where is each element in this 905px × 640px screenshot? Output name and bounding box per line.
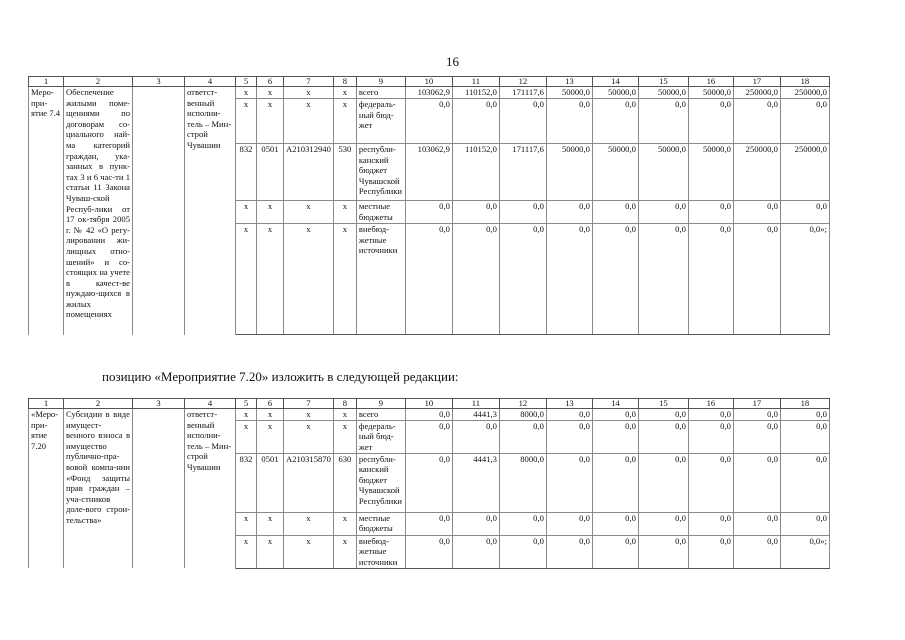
amount-cell: 171117,6 <box>499 144 546 201</box>
amount-cell: 110152,0 <box>452 144 499 201</box>
amount-cell: 0,0 <box>733 99 780 144</box>
code-cell: x <box>284 224 334 335</box>
amount-cell: 0,0 <box>688 453 733 512</box>
code-cell: x <box>333 224 356 335</box>
empty-cell <box>133 409 185 569</box>
code-cell: x <box>284 512 334 535</box>
empty-cell <box>133 87 185 335</box>
code-cell: x <box>333 512 356 535</box>
edit-instruction: позицию «Мероприятие 7.20» изложить в следующей редакции: <box>102 369 459 384</box>
code-cell: x <box>333 87 356 99</box>
header-cell: 18 <box>780 399 829 409</box>
header-cell: 9 <box>356 399 405 409</box>
amount-cell: 4441,3 <box>452 409 499 421</box>
code-cell: 530 <box>333 144 356 201</box>
amount-cell: 0,0 <box>592 201 638 224</box>
code-cell: x <box>257 224 284 335</box>
amount-cell: 0,0 <box>592 420 638 453</box>
header-cell: 4 <box>185 77 236 87</box>
amount-cell: 4441,3 <box>452 453 499 512</box>
amount-cell: 250000,0 <box>780 87 829 99</box>
code-cell: x <box>333 535 356 568</box>
amount-cell: 0,0 <box>733 535 780 568</box>
amount-cell: 0,0 <box>688 420 733 453</box>
code-cell: 0501 <box>257 453 284 512</box>
code-cell: x <box>236 409 257 421</box>
funding-source-cell: федераль-ный бюд-жет <box>356 420 405 453</box>
header-cell: 12 <box>499 77 546 87</box>
amount-cell: 50000,0 <box>546 87 592 99</box>
funding-source-cell: внебюд-жетные источники <box>356 535 405 568</box>
event-name-cell: Обеспечение жилыми поме-щениями по договорам со-циального най-ма категорий граждан, ука-занных в пунк-тах 3 и 6 час-ти 1 статьи 11 Закона Чуваш-ской Респуб-лики от 17 ок-тября 2005 г. № 42 «О регу-лировании жи-лищных отно-шений» и со-стоящих на учете в качест-ве нуждаю-щихся в жилых помещениях <box>64 87 133 335</box>
code-cell: x <box>284 87 334 99</box>
amount-cell: 0,0 <box>405 201 452 224</box>
amount-cell: 0,0 <box>733 224 780 335</box>
code-cell: x <box>333 409 356 421</box>
event-number-cell: «Меро-при-ятие 7.20 <box>29 409 64 569</box>
amount-cell: 0,0 <box>546 535 592 568</box>
code-cell: x <box>257 409 284 421</box>
amount-cell: 110152,0 <box>452 87 499 99</box>
responsible-cell: ответст-венный исполни-тель – Мин-строй Чувашии <box>185 87 236 335</box>
page-number: 16 <box>446 54 459 69</box>
amount-cell: 0,0 <box>733 201 780 224</box>
code-cell: x <box>333 201 356 224</box>
amount-cell: 0,0 <box>688 409 733 421</box>
amount-cell: 0,0 <box>592 535 638 568</box>
header-cell: 16 <box>688 77 733 87</box>
amount-cell: 50000,0 <box>546 144 592 201</box>
header-cell: 6 <box>257 399 284 409</box>
header-cell: 2 <box>64 399 133 409</box>
header-cell: 8 <box>333 399 356 409</box>
amount-cell: 0,0 <box>733 512 780 535</box>
code-cell: x <box>236 99 257 144</box>
amount-cell: 0,0 <box>546 420 592 453</box>
amount-cell: 0,0 <box>405 224 452 335</box>
header-cell: 17 <box>733 77 780 87</box>
header-cell: 11 <box>452 399 499 409</box>
code-cell: x <box>284 99 334 144</box>
amount-cell: 0,0 <box>592 409 638 421</box>
header-cell: 2 <box>64 77 133 87</box>
amount-cell: 8000,0 <box>499 453 546 512</box>
header-cell: 17 <box>733 399 780 409</box>
amount-cell: 50000,0 <box>688 144 733 201</box>
header-cell: 5 <box>236 77 257 87</box>
amount-cell: 250000,0 <box>733 144 780 201</box>
code-cell: x <box>333 99 356 144</box>
code-cell: x <box>284 201 334 224</box>
header-cell: 18 <box>780 77 829 87</box>
amount-cell: 0,0 <box>688 201 733 224</box>
code-cell: x <box>284 535 334 568</box>
amount-cell: 0,0 <box>546 453 592 512</box>
amount-cell: 0,0 <box>780 512 829 535</box>
amount-cell: 0,0 <box>452 512 499 535</box>
amount-cell: 250000,0 <box>733 87 780 99</box>
header-cell: 13 <box>546 77 592 87</box>
amount-cell: 0,0 <box>638 224 688 335</box>
funding-source-cell: федераль-ный бюд-жет <box>356 99 405 144</box>
amount-cell: 0,0 <box>592 453 638 512</box>
amount-cell: 103062,9 <box>405 87 452 99</box>
amount-cell: 0,0»; <box>780 535 829 568</box>
amount-cell: 0,0 <box>499 99 546 144</box>
code-cell: x <box>236 87 257 99</box>
amount-cell: 0,0 <box>499 420 546 453</box>
amount-cell: 0,0 <box>688 512 733 535</box>
header-cell: 8 <box>333 77 356 87</box>
amount-cell: 171117,6 <box>499 87 546 99</box>
amount-cell: 0,0 <box>733 420 780 453</box>
funding-source-cell: внебюд-жетные источники <box>356 224 405 335</box>
amount-cell: 0,0 <box>638 409 688 421</box>
header-row <box>29 399 830 409</box>
header-cell: 11 <box>452 77 499 87</box>
funding-source-cell: всего <box>356 409 405 421</box>
amount-cell: 0,0 <box>452 201 499 224</box>
header-cell: 16 <box>688 399 733 409</box>
code-cell: x <box>236 201 257 224</box>
code-cell: x <box>236 224 257 335</box>
funding-source-cell: местные бюджеты <box>356 512 405 535</box>
amount-cell: 250000,0 <box>780 144 829 201</box>
amount-cell: 0,0 <box>780 409 829 421</box>
code-cell: 0501 <box>257 144 284 201</box>
header-cell: 7 <box>284 77 334 87</box>
amount-cell: 0,0 <box>499 201 546 224</box>
code-cell: A210312940 <box>284 144 334 201</box>
header-cell: 3 <box>133 399 185 409</box>
header-cell: 13 <box>546 399 592 409</box>
header-cell: 14 <box>592 77 638 87</box>
amount-cell: 0,0 <box>499 224 546 335</box>
amount-cell: 0,0 <box>780 201 829 224</box>
header-row <box>29 77 830 87</box>
amount-cell: 0,0 <box>405 512 452 535</box>
event-name-cell: Субсидии в виде имущест-венного взноса в имущество публично-пра-вовой компа-нии «Фонд защиты прав граждан – уча-стников доле-вого строи-тельства» <box>64 409 133 569</box>
amount-cell: 0,0 <box>733 453 780 512</box>
amount-cell: 0,0 <box>546 409 592 421</box>
amount-cell: 0,0 <box>780 99 829 144</box>
amount-cell: 0,0 <box>452 99 499 144</box>
amount-cell: 0,0 <box>546 99 592 144</box>
header-cell: 12 <box>499 399 546 409</box>
code-cell: 832 <box>236 144 257 201</box>
responsible-cell: ответст-венный исполни-тель – Мин-строй Чувашии <box>185 409 236 569</box>
funding-source-cell: республи-канский бюджет Чувашской Республики <box>356 144 405 201</box>
amount-cell: 0,0 <box>452 420 499 453</box>
code-cell: x <box>257 201 284 224</box>
header-cell: 1 <box>29 77 64 87</box>
code-cell: x <box>333 420 356 453</box>
amount-cell: 50000,0 <box>592 144 638 201</box>
code-cell: x <box>236 420 257 453</box>
header-cell: 9 <box>356 77 405 87</box>
code-cell: x <box>284 409 334 421</box>
amount-cell: 0,0 <box>499 535 546 568</box>
code-cell: x <box>257 512 284 535</box>
amount-cell: 0,0 <box>638 453 688 512</box>
header-cell: 3 <box>133 77 185 87</box>
event-number-cell: Меро-при-ятие 7.4 <box>29 87 64 335</box>
funding-source-cell: местные бюджеты <box>356 201 405 224</box>
code-cell: x <box>257 87 284 99</box>
table-row <box>29 409 830 421</box>
funding-source-cell: республи-канский бюджет Чувашской Республики <box>356 453 405 512</box>
code-cell: x <box>257 420 284 453</box>
amount-cell: 0,0 <box>405 453 452 512</box>
amount-cell: 0,0 <box>688 224 733 335</box>
header-cell: 10 <box>405 77 452 87</box>
amount-cell: 0,0 <box>405 409 452 421</box>
amount-cell: 50000,0 <box>638 87 688 99</box>
amount-cell: 0,0 <box>452 224 499 335</box>
amount-cell: 0,0 <box>638 535 688 568</box>
amount-cell: 0,0 <box>688 99 733 144</box>
amount-cell: 0,0 <box>592 99 638 144</box>
header-cell: 4 <box>185 399 236 409</box>
header-cell: 10 <box>405 399 452 409</box>
amount-cell: 0,0 <box>780 453 829 512</box>
budget-table-7-4 <box>28 76 830 335</box>
code-cell: x <box>257 535 284 568</box>
amount-cell: 103062,9 <box>405 144 452 201</box>
amount-cell: 0,0 <box>499 512 546 535</box>
code-cell: x <box>257 99 284 144</box>
amount-cell: 0,0 <box>405 99 452 144</box>
table-row <box>29 87 830 99</box>
amount-cell: 0,0 <box>780 420 829 453</box>
amount-cell: 0,0 <box>733 409 780 421</box>
amount-cell: 0,0 <box>405 535 452 568</box>
amount-cell: 0,0 <box>592 512 638 535</box>
budget-table-7-20 <box>28 398 830 569</box>
amount-cell: 0,0 <box>452 535 499 568</box>
header-cell: 1 <box>29 399 64 409</box>
amount-cell: 0,0 <box>688 535 733 568</box>
amount-cell: 0,0 <box>546 512 592 535</box>
amount-cell: 50000,0 <box>638 144 688 201</box>
code-cell: x <box>236 512 257 535</box>
header-cell: 5 <box>236 399 257 409</box>
amount-cell: 0,0 <box>592 224 638 335</box>
header-cell: 7 <box>284 399 334 409</box>
header-cell: 15 <box>638 399 688 409</box>
amount-cell: 0,0 <box>546 224 592 335</box>
amount-cell: 0,0 <box>546 201 592 224</box>
amount-cell: 0,0 <box>638 512 688 535</box>
code-cell: x <box>284 420 334 453</box>
amount-cell: 0,0 <box>638 420 688 453</box>
header-cell: 14 <box>592 399 638 409</box>
amount-cell: 0,0 <box>638 99 688 144</box>
amount-cell: 50000,0 <box>592 87 638 99</box>
code-cell: 630 <box>333 453 356 512</box>
code-cell: x <box>236 535 257 568</box>
amount-cell: 0,0 <box>638 201 688 224</box>
amount-cell: 0,0»; <box>780 224 829 335</box>
amount-cell: 8000,0 <box>499 409 546 421</box>
amount-cell: 50000,0 <box>688 87 733 99</box>
amount-cell: 0,0 <box>405 420 452 453</box>
header-cell: 15 <box>638 77 688 87</box>
code-cell: A210315870 <box>284 453 334 512</box>
code-cell: 832 <box>236 453 257 512</box>
header-cell: 6 <box>257 77 284 87</box>
funding-source-cell: всего <box>356 87 405 99</box>
